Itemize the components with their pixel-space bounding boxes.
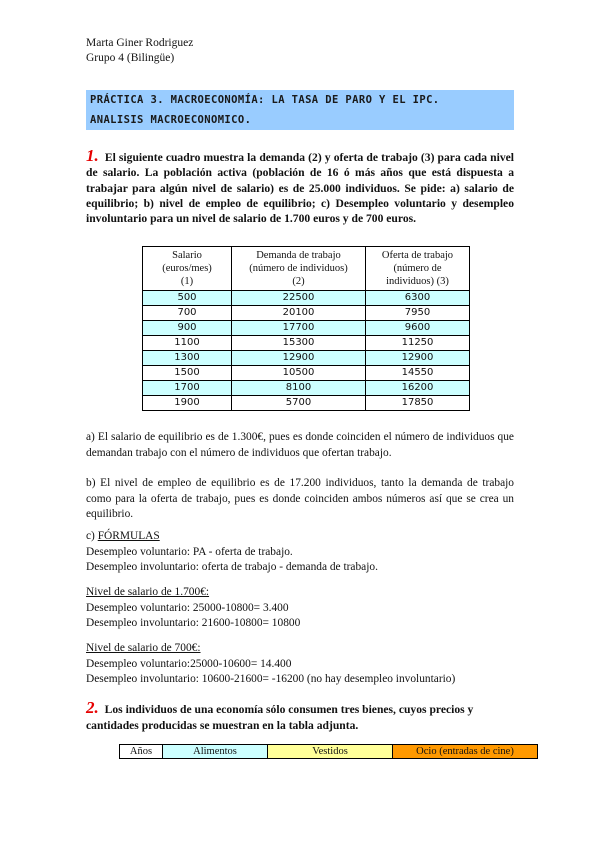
question-2-number: 2. (86, 698, 99, 717)
table-cell: 500 (143, 291, 232, 306)
table-cell: 8100 (232, 381, 366, 396)
table-cell: 17700 (232, 321, 366, 336)
salary-level-700-voluntary: Desempleo voluntario:25000-10600= 14.400 (86, 657, 292, 670)
salary-level-700-title: Nivel de salario de 700€: (86, 642, 201, 654)
answer-c-formulas (86, 529, 516, 576)
table-cell: 15300 (232, 336, 366, 351)
header-leisure: Ocio (entradas de cine) (393, 745, 538, 759)
answer-a: a) El salario de equilibrio es de 1.300€, pues es donde coinciden el número de individuos que demandan trabajo con el número de individuos que ofertan trabajo. (86, 431, 514, 459)
table-cell: 9600 (366, 321, 470, 336)
table-cell: 11250 (366, 336, 470, 351)
salary-level-1700-title: Nivel de salario de 1.700€: (86, 586, 210, 598)
table-cell: 1500 (143, 366, 232, 381)
table-cell: 22500 (232, 291, 366, 306)
table-cell: 1700 (143, 381, 232, 396)
table-cell: 16200 (366, 381, 470, 396)
salary-level-1700 (86, 585, 516, 632)
question-2-text: Los individuos de una economía sólo consumen tres bienes, cuyos precios y cantidades producidas se muestran en la tabla adjunta. (86, 703, 474, 732)
table-cell: 5700 (232, 396, 366, 411)
header-food: Alimentos (163, 745, 268, 759)
formula-voluntary: Desempleo voluntario: PA - oferta de trabajo. (86, 545, 293, 558)
author-name: Marta Giner Rodriguez (86, 37, 194, 49)
prices-quantities-table (119, 744, 538, 759)
header-labour-demand: Demanda de trabajo (número de individuos) (2) (232, 247, 366, 291)
header-labour-supply: Oferta de trabajo (número de individuos) (3) (366, 247, 470, 291)
table-header-row (143, 247, 470, 291)
table-cell: 12900 (366, 351, 470, 366)
practice-title-line2: ANALISIS MACROECONOMICO. (90, 114, 252, 126)
question-1-number: 1. (86, 146, 99, 165)
header-clothing: Vestidos (268, 745, 393, 759)
group-name: Grupo 4 (Bilingüe) (86, 52, 175, 64)
table-cell: 7950 (366, 306, 470, 321)
table-row (143, 396, 470, 411)
answer-b: b) El nivel de empleo de equilibrio es de 17.200 individuos, tanto la demanda de trabajo como para la oferta de trabajo, pues es donde coinciden ambos números así que se crea un equilibrio. (86, 477, 514, 520)
table-row (143, 291, 470, 306)
table-cell: 10500 (232, 366, 366, 381)
table-cell: 12900 (232, 351, 366, 366)
table-cell: 17850 (366, 396, 470, 411)
table-cell: 1900 (143, 396, 232, 411)
question-2 (86, 700, 516, 733)
table-cell: 1100 (143, 336, 232, 351)
table-row (143, 321, 470, 336)
table-header-row (120, 745, 538, 759)
salary-level-1700-voluntary: Desempleo voluntario: 25000-10800= 3.400 (86, 601, 289, 614)
formulas-title: FÓRMULAS (97, 530, 160, 542)
table-cell: 1300 (143, 351, 232, 366)
header-salary: Salario (euros/mes) (1) (143, 247, 232, 291)
table-cell: 20100 (232, 306, 366, 321)
practice-title-banner (86, 90, 514, 130)
practice-title-line1: PRÁCTICA 3. MACROECONOMÍA: LA TASA DE PARO Y EL IPC. (90, 94, 440, 106)
table-cell: 6300 (366, 291, 470, 306)
table-cell: 900 (143, 321, 232, 336)
salary-level-700-involuntary: Desempleo involuntario: 10600-21600= -16200 (no hay desempleo involuntario) (86, 673, 456, 685)
labour-market-table (142, 246, 470, 411)
table-row (143, 336, 470, 351)
table-cell: 700 (143, 306, 232, 321)
question-1 (86, 148, 514, 226)
salary-level-1700-involuntary: Desempleo involuntario: 21600-10800= 10800 (86, 617, 301, 629)
question-1-text: El siguiente cuadro muestra la demanda (2) y oferta de trabajo (3) para cada nivel de salario. La población activa (población de 16 ó más años que está dispuesta a trabajar para algún nivel de salario) es de 25.000 individuos. Se pide: a) salario de equilibrio; b) nivel de empleo de equilibrio; c) Desempleo voluntario y desempleo involuntario para un nivel de salario de 1.700 euros y de 700 euros. (86, 151, 514, 226)
formula-involuntary: Desempleo involuntario: oferta de trabajo - demanda de trabajo. (86, 561, 378, 573)
table-row (143, 306, 470, 321)
table-row (143, 366, 470, 381)
answer-c-heading: c) FÓRMULAS (86, 530, 160, 542)
salary-level-700 (86, 641, 516, 688)
header-years: Años (120, 745, 163, 759)
document-header (86, 36, 193, 66)
table-row (143, 381, 470, 396)
table-row (143, 351, 470, 366)
table-cell: 14550 (366, 366, 470, 381)
